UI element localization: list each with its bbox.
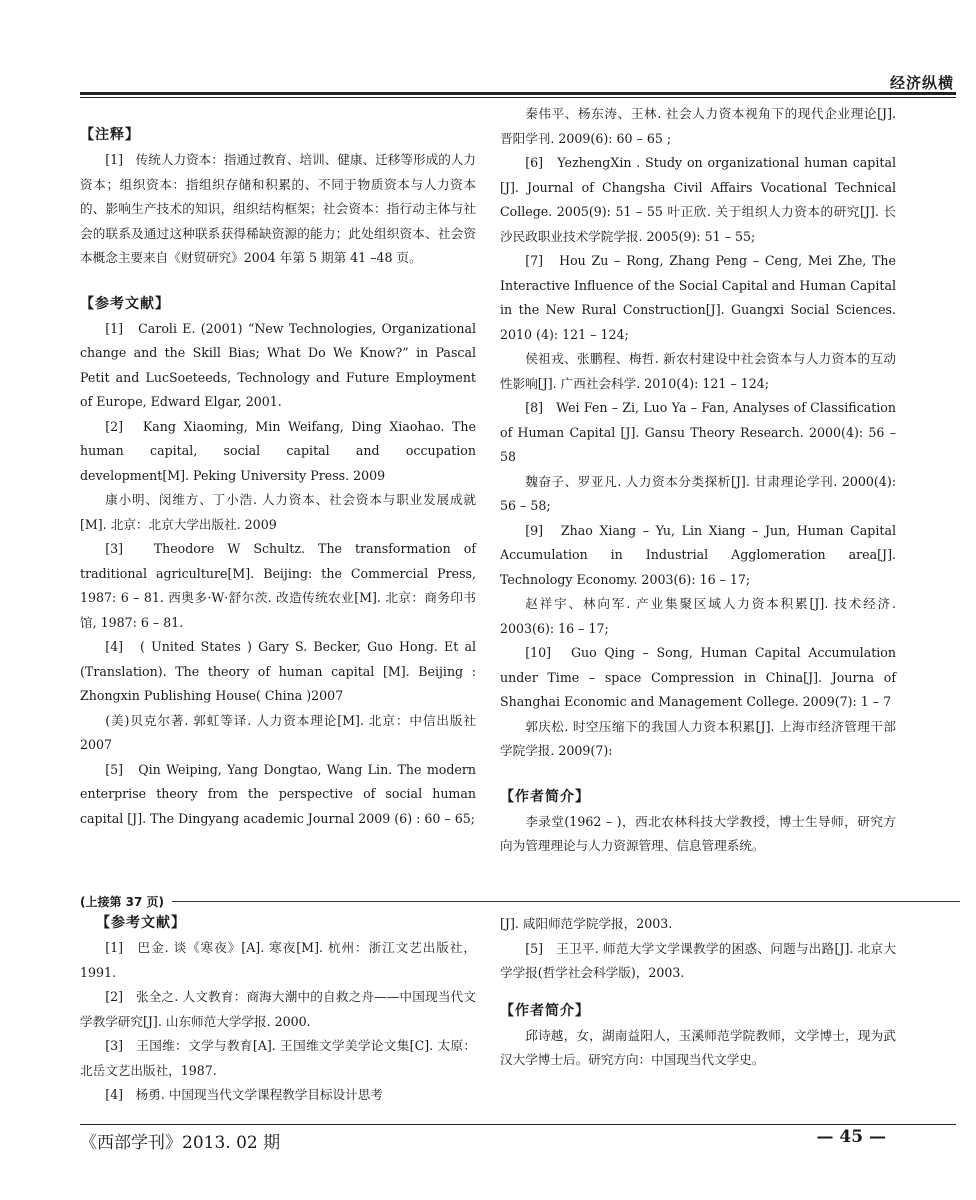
note-item: [1] 传统人力资本：指通过教育、培训、健康、迁移等形成的人力资本；组织资本：指组织存储和积累的、不同于物质资本与人力资本的、影响生产技术的知识，组织结构框架；社会资本：指行动主体与社会的联系及通过这种联系获得稀缺资源的能力；此处组织资本、社会资本概念主要来自《财贸研究》2004 年第 5 期第 41 –48 页。 bbox=[80, 152, 476, 265]
journal-issue: 《西部学刊》2013. 02 期 bbox=[80, 1133, 281, 1153]
reference-item: 郭庆松. 时空压缩下的我国人力资本积累[J]. 上海市经济管理干部学院学报. 2009(7): bbox=[500, 718, 896, 758]
continued-right-column bbox=[500, 912, 896, 1073]
page-number: — 45 — bbox=[816, 1127, 886, 1147]
reference-item: 康小明、闵维方、丁小浩. 人力资本、社会资本与职业发展成就[M]. 北京：北京大学出版社. 2009 bbox=[80, 492, 476, 532]
header-rule bbox=[80, 92, 956, 95]
reference-item: [8] Wei Fen – Zi, Luo Ya – Fan, Analyses of Classification of Human Capital [J]. Gansu Theory Research. 2000(4): 56 – 58 bbox=[500, 400, 896, 464]
reference-item: 秦伟平、杨东涛、王林. 社会人力资本视角下的现代企业理论[J]. 晋阳学刊. 2009(6): 60 – 65 ; bbox=[500, 106, 896, 146]
reference-item: [4] 杨勇. 中国现当代文学课程教学目标设计思考 bbox=[105, 1087, 383, 1102]
reference-item: [6] YezhengXin . Study on organizational human capital [J]. Journal of Changsha Civil Affairs Vocational Technical College. 2005(9): 51 – 55 叶正欣. 关于组织人力资本的研究[J]. 长沙民政职业技术学院学报. 2005(9): 51 – 55; bbox=[500, 155, 896, 244]
right-column bbox=[500, 102, 896, 859]
reference-item: [2] 张全之. 人文教育：商海大潮中的自救之舟——中国现当代文学教学研究[J]. 山东师范大学学报. 2000. bbox=[80, 989, 476, 1029]
reference-item: [1] 巴金. 谈《寒夜》[A]. 寒夜[M]. 杭州：浙江文艺出版社，1991. bbox=[80, 940, 476, 980]
reference-item: 魏奋子、罗亚凡. 人力资本分类探析[J]. 甘肃理论学刊. 2000(4): 56 – 58; bbox=[500, 473, 896, 513]
reference-item: (美)贝克尔著. 郭虹等译. 人力资本理论[M]. 北京：中信出版社 2007 bbox=[80, 712, 476, 752]
reference-item: [3] 王国维：文学与教育[A]. 王国维文学美学论文集[C]. 太原：北岳文艺出版社，1987. bbox=[80, 1038, 476, 1078]
reference-item: [5] Qin Weiping, Yang Dongtao, Wang Lin. The modern enterprise theory from the perspective of social human capital [J]. The Dingyang academic Journal 2009 (6) : 60 – 65; bbox=[80, 761, 476, 826]
reference-item: [4] ( United States ) Gary S. Becker, Guo Hong. Et al (Translation). The theory of human capital [M]. Beijing : Zhongxin Publishing House( China )2007 bbox=[80, 639, 476, 703]
section-header: 经济纵横 bbox=[889, 74, 954, 92]
author-bio: 李录堂(1962 – )，西北农林科技大学教授，博士生导师，研究方向为管理理论与人力资源管理、信息管理系统。 bbox=[500, 813, 896, 853]
reference-item: [9] Zhao Xiang – Yu, Lin Xiang – Jun, Human Capital Accumulation in Industrial Agglomeration area[J]. Technology Economy. 2003(6): 16 – 17; bbox=[500, 522, 896, 587]
left-column bbox=[80, 122, 476, 831]
author-heading: 【作者简介】 bbox=[500, 1002, 590, 1019]
author-heading: 【作者简介】 bbox=[500, 788, 590, 805]
notes-heading: 【注释】 bbox=[80, 127, 140, 143]
footer-rule bbox=[80, 1124, 956, 1125]
author-bio: 邱诗越，女，湖南益阳人，玉溪师范学院教师，文学博士，现为武汉大学博士后。研究方向：中国现当代文学史。 bbox=[500, 1027, 896, 1067]
reference-item: 赵祥宇、林向军. 产业集聚区域人力资本积累[J]. 技术经济. 2003(6): 16 – 17; bbox=[500, 596, 896, 636]
reference-item: [7] Hou Zu – Rong, Zhang Peng – Ceng, Mei Zhe, The Interactive Influence of the Social Capital and Human Capital in the New Rural Construction[J]. Guangxi Social Sciences. 2010 (4): 121 – 124; bbox=[500, 253, 896, 342]
reference-item: 侯祖戎、张鹏程、梅哲. 新农村建设中社会资本与人力资本的互动性影响[J]. 广西社会科学. 2010(4): 121 – 124; bbox=[500, 351, 896, 391]
references-heading: 【参考文献】 bbox=[96, 915, 186, 931]
reference-item: [10] Guo Qing – Song, Human Capital Accumulation under Time – space Compression in China[J]. Journa of Shanghai Economic and Management College. 2009(7): 1 – 7 bbox=[500, 645, 896, 709]
reference-item: [2] Kang Xiaoming, Min Weifang, Ding Xiaohao. The human capital, social capital and occupation development[M]. Peking University Press. 2009 bbox=[80, 418, 476, 483]
reference-item: [1] Caroli E. (2001) “New Technologies, Organizational change and the Skill Bias; What Do We Know?” in Pascal Petit and LucSoeteeds, Technology and Future Employment of Europe, Edward Elgar, 2001. bbox=[80, 320, 476, 409]
reference-item: [3] Theodore W Schultz. The transformation of traditional agriculture[M]. Beijing: the Commercial Press, 1987: 6 – 81. 西奥多·W·舒尔茨. 改造传统农业[M]. 北京：商务印书馆, 1987: 6 – 81. bbox=[80, 541, 476, 630]
continued-rule bbox=[80, 901, 960, 902]
reference-item: [J]. 咸阳师范学院学报，2003. bbox=[500, 916, 673, 931]
continued-left-column bbox=[80, 910, 476, 1108]
reference-item: [5] 王卫平. 师范大学文学课教学的困惑、问题与出路[J]. 北京大学学报(哲学社会科学版)，2003. bbox=[500, 940, 896, 980]
references-heading: 【参考文献】 bbox=[80, 295, 170, 312]
continued-bar bbox=[80, 893, 960, 909]
header-rule-thin bbox=[80, 97, 956, 98]
continued-label: (上接第 37 页) bbox=[80, 893, 172, 910]
